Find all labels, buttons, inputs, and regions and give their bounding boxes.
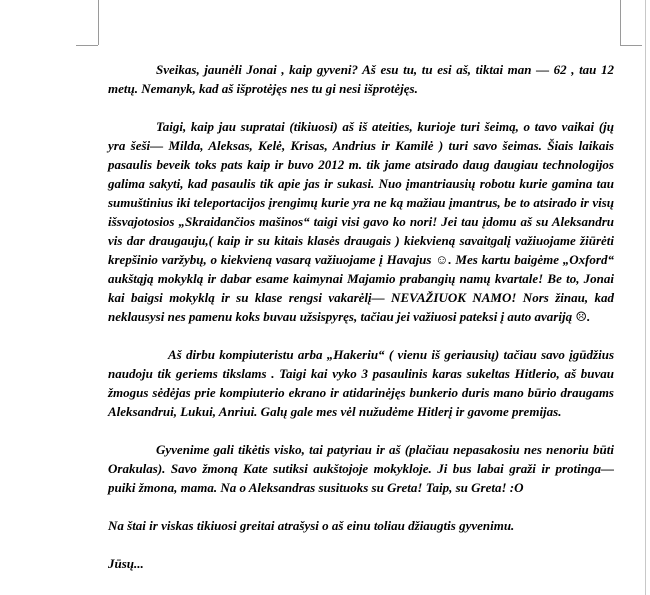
crop-mark bbox=[620, 45, 642, 46]
paragraph-signature: Jūsų... bbox=[108, 556, 144, 571]
crop-mark bbox=[76, 45, 98, 46]
document-body bbox=[108, 60, 614, 592]
paragraph-greeting: Sveikas, jaunėli Jonai , kaip gyveni? Aš esu tu, tu esi aš, tiktai man — 62 , tau 12 metų. Nemanyk, kad aš išprotėjęs nes tu gi nesi išprotėjęs. bbox=[108, 62, 614, 96]
crop-mark bbox=[98, 0, 99, 45]
crop-mark bbox=[620, 0, 621, 45]
paragraph-future: Taigi, kaip jau supratai (tikiuosi) aš iš ateities, kurioje turi šeimą, o tavo vaikai (jų yra šeši— Milda, Aleksas, Kelė, Krisas, Andrius ir Kamilė ) turi savo šeimas. Šiais laikais pasaulis beveik toks pats kaip ir buvo 2012 m. tik jame atsirado daug daugiau technologijos galima sakyti, kad pasaulis tik apie jas ir sukasi. Nuo įmantriausių robotu kurie gamina tau sumuštinius iki teleportacijos įrengimų kurie yra ne ką mažiau įmantrus, be to atsirado ir visų išsvajotosios „Skraidančios mašinos“ taigi visi gavo ko nori! Jei tau įdomu aš su Aleksandru vis dar draugauju,( kaip ir su kitais klasės draugais ) kiekvieną savaitgalį važiuojame žiūrėti krepšinio varžybų, o kiekvieną vasarą važiuojame į Havajus ☺. Mes kartu baigėme „Oxford“ aukštąją mokyklą ir dabar esame kaimynai Majamio prabangių namų kvartale! Be to, Jonai kai baigsi mokyklą ir su klase rengsi vakarėlį— NEVAŽIUOK NAMO! Nors žinau, kad neklausysi nes pamenu koks buvau užsispyręs, tačiau jei važiuosi pateksi į auto avariją ☹. bbox=[108, 119, 614, 324]
paragraph-work: Aš dirbu kompiuteristu arba „Hakeriu“ ( vienu iš geriausių) tačiau savo įgūdžius naudoju tik geriems tikslams . Taigi kai vyko 3 pasaulinis karas sukeltas Hitlerio, aš buvau žmogus sėdėjas prie kompiuterio ekrano ir atidarinėjęs bunkerio duris mano būrio draugams Aleksandrui, Lukui, Anriui. Galų gale mes vėl nužudėme Hitlerį ir gavome premijas. bbox=[108, 347, 614, 419]
paragraph-closing: Na štai ir viskas tikiuosi greitai atrašysi o aš einu toliau džiaugtis gyvenimu. bbox=[108, 518, 515, 533]
paragraph-life: Gyvenime gali tikėtis visko, tai patyriau ir aš (plačiau nepasakosiu nes nenoriu būti Orakulas). Savo žmoną Kate sutiksi aukštojoje mokykloje. Ji bus labai graži ir protinga— puiki žmona, mama. Na o Aleksandras susituoks su Greta! Taip, su Greta! :O bbox=[108, 442, 614, 495]
